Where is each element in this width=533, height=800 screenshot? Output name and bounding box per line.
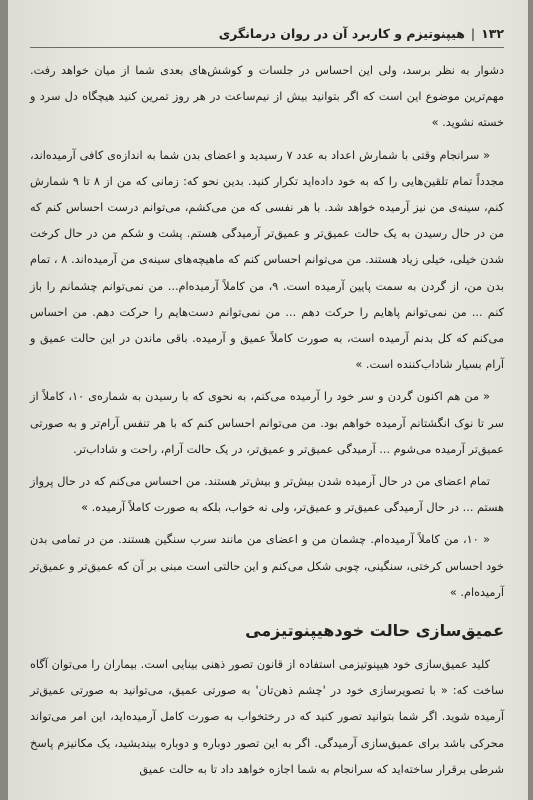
running-header	[30, 22, 504, 48]
paragraph: « ۱۰، من کاملاً آرمیده‌ام. چشمان من و اعضای من مانند سرب سنگین هستند. من در تمامی بدن خود احساس کرختی، سنگینی، چوبی شکل می‌کنم و این حالتی است مبنی بر آن که عمیق‌تر و عمیق‌تر آرمیده‌ام. »	[30, 533, 504, 599]
section-heading: عمیق‌سازی حالت خودهیپنوتیزمی	[245, 621, 504, 641]
paragraph: کلید عمیق‌سازی خود هیپنوتیزمی استفاده از قانون تصور ذهنی بینایی است. بیماران را می‌توان آگاه ساخت که: « با تصویرسازی خود در 'چشم ذهن‌تان' به صورتی عمیق، می‌توانید به صورتی عمیق‌تر آرمیده شوید. اگر شما بتوانید تصور کنید که در رختخواب به صورت کامل آرمیده‌اید، این امر می‌تواند محرکی باشد برای عمیق‌سازی آرمیدگی. اگر به این تصور دوباره و دوباره بیندیشید، یک مکانیزم پاسخ شرطی برقرار ساخته‌اید که سرانجام به شما اجازه خواهد داد تا به حالت عمیق	[30, 658, 504, 776]
book-page	[8, 0, 528, 800]
running-title: هیپنوتیزم و کاربرد آن در روان درمانگری	[218, 25, 465, 41]
page-body	[30, 58, 504, 783]
paragraph: تمام اعضای من در حال آرمیده شدن بیش‌تر و بیش‌تر هستند. من احساس می‌کنم که در حال پرواز هستم ... در حال آرمیدگی عمیق‌تر و عمیق‌تر، ولی نه خواب، بلکه به صورت کاملاً آرمیده. »	[30, 475, 504, 515]
paragraph: « سرانجام وقتی با شمارش اعداد به عدد ۷ رسیدید و اعضای بدن شما به اندازه‌ی کافی آرمیده‌اند، مجدداً تمام تلقین‌هایی را که به خود داده‌اید تکرار کنید. بدین نحو که: زمانی که من از ۸ تا ۹ شمارش کنم، سینه‌ی من نیز آرمیده خواهد شد. با هر نفسی که من می‌کشم، می‌توانم درست احساس کنم که من در حال رسیدن به یک حالت عمیق‌تر و عمیق‌تر آرمیدگی هستم. پشت و شکم من در حال کرخت شدن خیلی، خیلی زیاد هستند. من می‌توانم احساس کنم که ماهیچه‌های سینه‌ی من آرمیده‌اند. ۸ ، تمام بدن من، از گردن به سمت پایین آرمیده است. ۹، من کاملاً آرمیده‌ام... من نمی‌توانم چشمانم را باز کنم ... من نمی‌توانم پاهایم را حرکت دهم ... من نمی‌توانم دست‌هایم را حرکت دهم. من احساس می‌کنم که کل بدنم آرمیده است، به صورت کاملاً عمیق و آرمیده. باقی ماندن در این حالت عمیق و آرام بسیار شاداب‌کننده است. »	[30, 148, 504, 372]
paragraph: « من هم اکنون گردن و سر خود را آرمیده می‌کنم، به نحوی که با رسیدن به شماره‌ی ۱۰، کاملاً از سر تا نوک انگشتانم آرمیده خواهم بود. من می‌توانم احساس کنم که با هر تنفس آرام‌تر و به صورتی عمیق‌تر آرمیده می‌شوم ... آرمیدگی عمیق‌تر و عمیق‌تر، در یک حالت آرام، راحت و شاداب‌تر.	[30, 390, 504, 456]
paragraph: دشوار به نظر برسد، ولی این احساس در جلسات و کوشش‌های بعدی شما از میان خواهد رفت. مهم‌ترین موضوع این است که اگر بتوانید بیش از نیم‌ساعت در هر روز تمرین کنید هیچگاه دل سرد و خسته نشوید. »	[30, 64, 504, 130]
page-number: ۱۳۲	[481, 25, 504, 41]
header-separator: |	[470, 25, 476, 41]
